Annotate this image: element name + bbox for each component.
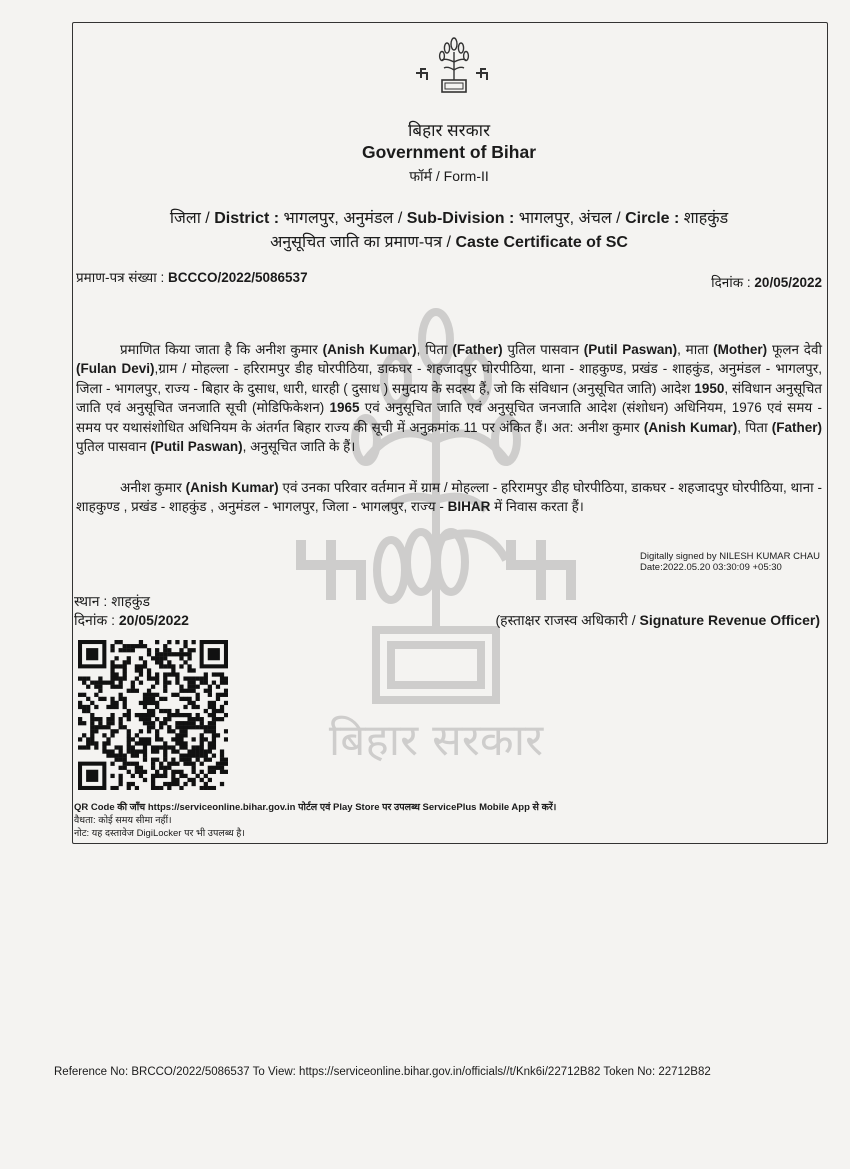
qr-code-icon[interactable] bbox=[78, 640, 228, 790]
qr-note: QR Code की जाँच https://serviceonline.bihar.gov.in पोर्टल एवं Play Store पर उपलब्ध ServicePlus Mobile App से करें। bbox=[74, 802, 557, 813]
signature-officer: (हस्ताक्षर राजस्व अधिकारी / Signature Revenue Officer) bbox=[495, 612, 820, 628]
signature-date: दिनांक : 20/05/2022 bbox=[74, 612, 189, 628]
digital-signature: Digitally signed by NILESH KUMAR CHAU Date:2022.05.20 03:30:09 +05:30 bbox=[640, 551, 821, 573]
certificate-paragraph-2: अनीश कुमार (Anish Kumar) एवं उनका परिवार वर्तमान में ग्राम / मोहल्ला - हरिरामपुर डीह घोरपीठिया, डाकघर - शहजादपुर घोरपीठिया, थाना - शाहकुण्ड , प्रखंड - शाहकुंड , अनुमंडल - भागलपुर, जिला - भागलपुर, राज्य - BIHAR में निवास करता हैं। bbox=[76, 480, 822, 515]
govt-title-english: Government of Bihar bbox=[361, 142, 537, 162]
govt-title-hindi: बिहार सरकार bbox=[407, 121, 491, 140]
certificate-paragraph-1: प्रमाणित किया जाता है कि अनीश कुमार (Anish Kumar), पिता (Father) पुतिल पासवान (Putil Paswan), माता (Mother) फूलन देवी (Fulan Devi),ग्राम / मोहल्ला - हरिरामपुर डीह घोरपीठिया, डाकघर - शहजादपुर घोरपीठिया, थाना - शाहकुण्ड, प्रखंड - शाहकुंड, अनुमंडल - भागलपुर, जिला - भागलपुर, राज्य - बिहार के दुसाध, धारी, धारही ( दुसाध ) समुदाय के सदस्य हैं, जो कि संविधान (अनुसूचित जाति) आदेश 1950, संविधान अनुसूचित जाति एवं अनुसूचित जनजाति सूची (मोडिफिकेशन) 1965 एवं अनुसूचित जाति एवं अनुसूचित जनजाति आदेश (संशोधन) अधिनियम, 1976 एवं समय - समय पर यथासंशोधित अधिनियम के अंतर्गत बिहार राज्य की सूची में अनुक्रमांक 11 पर अंकित हैं। अत: अनीश कुमार (Anish Kumar), पिता (Father) पुतिल पासवान (Putil Paswan), अनुसूचित जाति के हैं। bbox=[76, 342, 822, 455]
reference-footer: Reference No: BRCCO/2022/5086537 To View: https://serviceonline.bihar.gov.in/officials//t/Knk6i/22712B82 Token No: 22712B82 bbox=[54, 1066, 711, 1078]
place: स्थान : शाहकुंड bbox=[74, 593, 151, 609]
location-line: जिला / District : भागलपुर, अनुमंडल / Sub-Division : भागलपुर, अंचल / Circle : शाहकुंड bbox=[169, 210, 729, 227]
validity-note: वैधता: कोई समय सीमा नहीं। bbox=[74, 815, 172, 826]
issue-date: दिनांक : 20/05/2022 bbox=[711, 275, 822, 290]
certificate-number: प्रमाण-पत्र संख्या : BCCCO/2022/5086537 bbox=[76, 270, 308, 285]
form-label: फॉर्म / Form-II bbox=[409, 168, 489, 184]
digilocker-note: नोट: यह दस्तावेज DigiLocker पर भी उपलब्ध है। bbox=[74, 828, 245, 839]
bihar-emblem-icon bbox=[414, 34, 494, 98]
watermark-text: बिहार सरकार bbox=[328, 715, 544, 766]
certificate-title: अनुसूचित जाति का प्रमाण-पत्र / Caste Certificate of SC bbox=[270, 234, 628, 251]
